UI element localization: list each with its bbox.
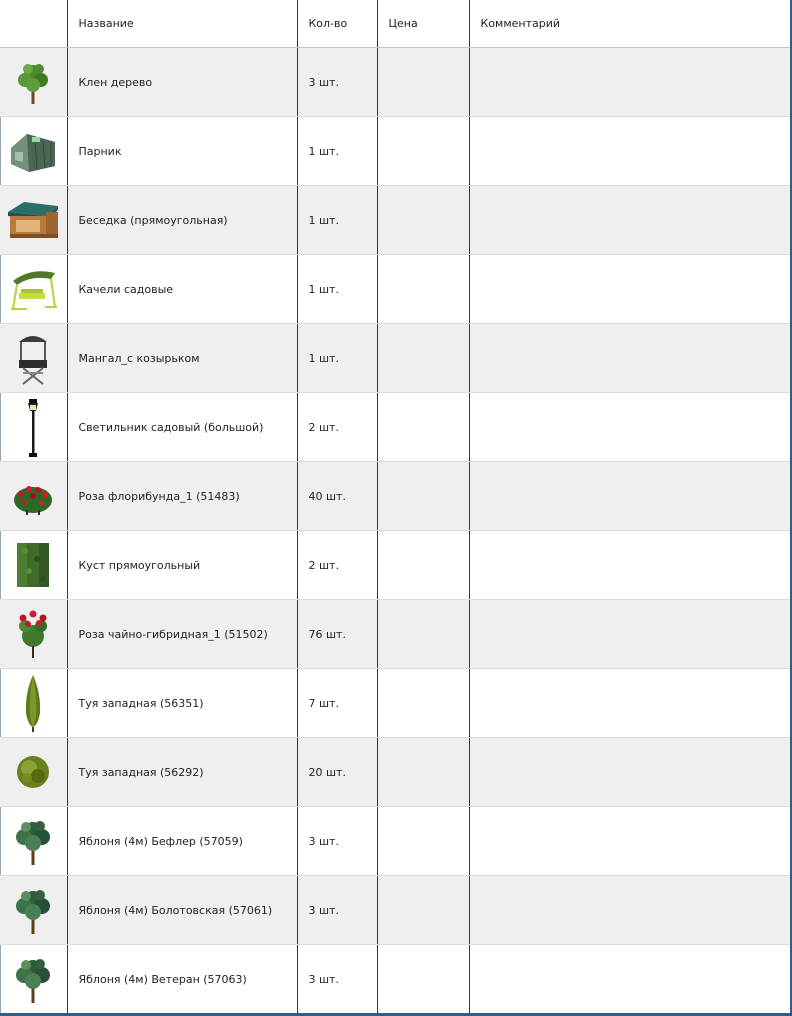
table-body — [0, 48, 792, 1014]
item-name: Яблоня (4м) Бефлер (57059) — [67, 807, 297, 876]
greenhouse-icon — [0, 128, 67, 174]
row-icon-cell — [0, 945, 67, 1014]
item-qty: 1 шт. — [297, 186, 377, 255]
gazebo-icon — [0, 198, 67, 242]
item-name: Мангал_с козырьком — [67, 324, 297, 393]
item-price — [377, 531, 469, 600]
item-comment — [469, 324, 792, 393]
row-icon-cell — [0, 48, 67, 117]
row-icon-cell — [0, 324, 67, 393]
item-qty: 2 шт. — [297, 531, 377, 600]
garden-lamp-icon — [0, 395, 67, 459]
row-icon-cell — [0, 117, 67, 186]
item-name: Туя западная (56351) — [67, 669, 297, 738]
item-comment — [469, 255, 792, 324]
table-row — [0, 255, 792, 324]
table-row — [0, 117, 792, 186]
item-qty: 3 шт. — [297, 48, 377, 117]
item-comment — [469, 531, 792, 600]
item-name: Беседка (прямоугольная) — [67, 186, 297, 255]
item-comment — [469, 600, 792, 669]
item-qty: 3 шт. — [297, 945, 377, 1014]
header-price: Цена — [377, 0, 469, 48]
rose-bush-icon — [0, 476, 67, 516]
item-comment — [469, 876, 792, 945]
item-name: Туя западная (56292) — [67, 738, 297, 807]
row-icon-cell — [0, 669, 67, 738]
item-comment — [469, 48, 792, 117]
header-qty: Кол-во — [297, 0, 377, 48]
rose-plant-icon — [0, 608, 67, 660]
item-price — [377, 255, 469, 324]
item-qty: 3 шт. — [297, 876, 377, 945]
table-header-row — [0, 0, 792, 48]
item-comment — [469, 738, 792, 807]
table-row — [0, 807, 792, 876]
item-comment — [469, 807, 792, 876]
apple-tree-icon — [0, 953, 67, 1005]
header-name: Название — [67, 0, 297, 48]
item-price — [377, 600, 469, 669]
item-name: Роза флорибунда_1 (51483) — [67, 462, 297, 531]
item-name: Парник — [67, 117, 297, 186]
item-qty: 1 шт. — [297, 117, 377, 186]
item-comment — [469, 117, 792, 186]
item-price — [377, 117, 469, 186]
garden-swing-icon — [0, 265, 67, 313]
item-comment — [469, 393, 792, 462]
item-price — [377, 324, 469, 393]
thuja-columnar-icon — [0, 673, 67, 733]
item-price — [377, 669, 469, 738]
table-row — [0, 945, 792, 1014]
hedge-icon — [0, 539, 67, 591]
item-price — [377, 945, 469, 1014]
item-price — [377, 876, 469, 945]
table-row — [0, 186, 792, 255]
item-name: Куст прямоугольный — [67, 531, 297, 600]
item-qty: 20 шт. — [297, 738, 377, 807]
item-comment — [469, 669, 792, 738]
item-qty: 7 шт. — [297, 669, 377, 738]
item-name: Светильник садовый (большой) — [67, 393, 297, 462]
item-qty: 40 шт. — [297, 462, 377, 531]
item-qty: 3 шт. — [297, 807, 377, 876]
table-row — [0, 738, 792, 807]
header-icon — [0, 0, 67, 48]
row-icon-cell — [0, 393, 67, 462]
row-icon-cell — [0, 807, 67, 876]
item-price — [377, 807, 469, 876]
row-icon-cell — [0, 186, 67, 255]
row-icon-cell — [0, 255, 67, 324]
item-name: Роза чайно-гибридная_1 (51502) — [67, 600, 297, 669]
grill-icon — [0, 328, 67, 388]
item-name: Яблоня (4м) Болотовская (57061) — [67, 876, 297, 945]
table-row — [0, 393, 792, 462]
row-icon-cell — [0, 600, 67, 669]
item-name: Качели садовые — [67, 255, 297, 324]
table-row — [0, 600, 792, 669]
table-row — [0, 876, 792, 945]
item-price — [377, 186, 469, 255]
item-qty: 2 шт. — [297, 393, 377, 462]
table-row — [0, 48, 792, 117]
row-icon-cell — [0, 876, 67, 945]
tree-icon — [0, 58, 67, 106]
apple-tree-icon — [0, 884, 67, 936]
row-icon-cell — [0, 531, 67, 600]
item-qty: 1 шт. — [297, 324, 377, 393]
table-row — [0, 324, 792, 393]
item-name: Яблоня (4м) Ветеран (57063) — [67, 945, 297, 1014]
item-price — [377, 48, 469, 117]
item-price — [377, 738, 469, 807]
item-comment — [469, 945, 792, 1014]
item-price — [377, 393, 469, 462]
table-row — [0, 669, 792, 738]
thuja-globe-icon — [0, 752, 67, 792]
table-row — [0, 531, 792, 600]
header-comment: Комментарий — [469, 0, 792, 48]
item-comment — [469, 186, 792, 255]
item-qty: 76 шт. — [297, 600, 377, 669]
row-icon-cell — [0, 462, 67, 531]
row-icon-cell — [0, 738, 67, 807]
item-price — [377, 462, 469, 531]
apple-tree-icon — [0, 815, 67, 867]
item-comment — [469, 462, 792, 531]
item-qty: 1 шт. — [297, 255, 377, 324]
table-row — [0, 462, 792, 531]
item-name: Клен дерево — [67, 48, 297, 117]
